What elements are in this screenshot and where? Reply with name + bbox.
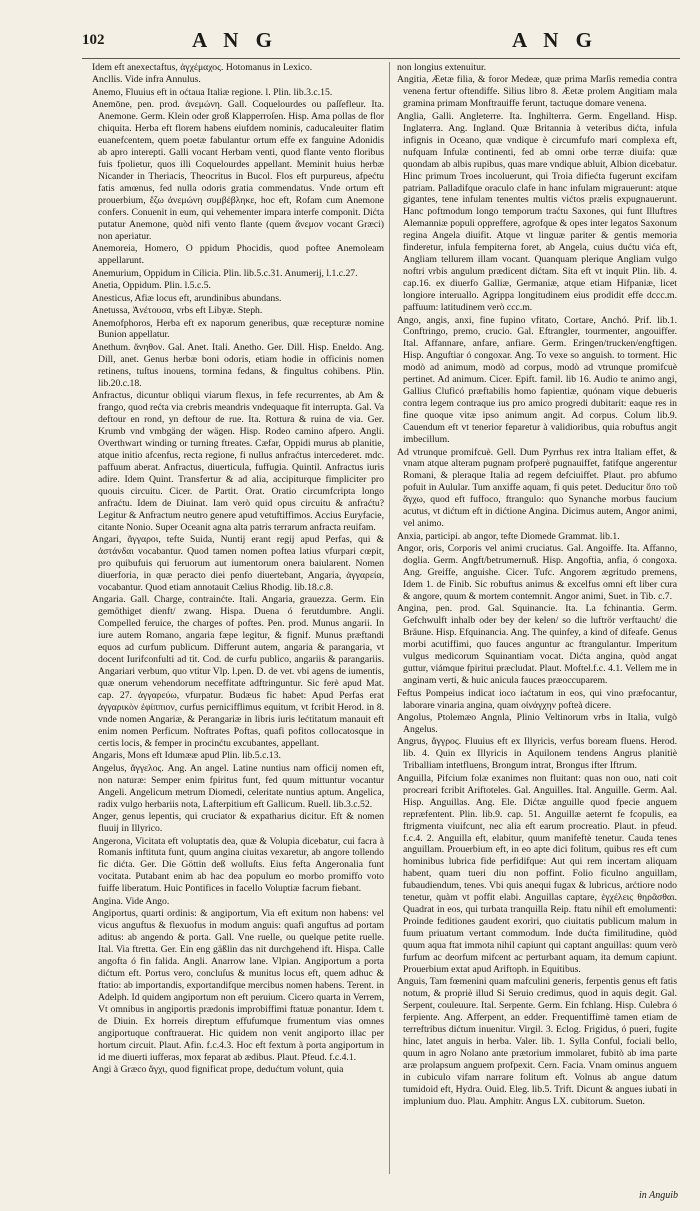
dictionary-entry: Idem eft anexectaftus, ἀγχέμαχος. Hotomanus in Lexico. <box>92 62 313 73</box>
dictionary-entry: Anguilla, Pifcium folæ exanimes non fluitant: quas non ouo, nati coit procreari fcribit Ariftoteles. Gal. Anguilles. Ital. Anguille. Germ. Aal. Hisp. Anguillas. Ang. Ele. Dićtæ anguille quod fpecie anguem repræfentent. Plin. lib.9. cap. 51. Anguillæ aeternt fe fcopulis, ea ftrigmenta viuifcunt, nec alia eft earum procreatio. Plaut. in pfeud. f.c.4. 2. Anguilla eft, elabitur, quum manifeftè tenetur. Cauda tenes anguillam. Prouerbium eft, in eo apte dici folitum, quibus res eft cum hominibus lubrica fide perfidifque: Aut qui rem incertam aliquam habent, quam tueri diu non poffint. Folio ficulno anguillam, fubaudiendum, tenes. Vbi quis anequi fugax & lubricus, arćtiore nodo tenetur, quàm vt poffit elabi. Anguillas captare, ἐγχέλεις θηρᾶσθαι. Quadrat in eos, qui turbata tranquilla Reip. ftatu nihil eft emolumenti: Proinde feditiones gaudent exoriri, quo ciuitatis publicum malum in fuum priuatum vertant commodum. Inde dućta fimilitudine, quòd quum aqua ftat immota nihil capiunt qui captant anguillas: quum verò furfum ac deorfum mifcent ac perturbant aquam, ita demum capiunt. Prouerbium extat apud Ariftoph. in Equitibus. <box>397 772 677 975</box>
dictionary-entry: Angor, oris, Corporis vel animi cruciatus. Gal. Angoiffe. Ita. Affanno, doglia. Germ. Angft/betrumernuß. Hisp. Angoftia, anfia, ó congoxa. Ang. Greiffe, anguishe. Cicer. Tufc. Angorem ægritudo premens, Idem 1. de Finib. Sic robuftus animus & excelfus omni eft liber cura & angore, quum & mortem contemnit. Angor animi, Suet. in Tib. c.7. <box>397 543 677 602</box>
dictionary-entry: Angina, pen. prod. Gal. Squinancie. Ita. La fchinantia. Germ. Gefchwulft inhalb oder bey der kelen/ so die luftrör verftaucht/ die Bräune. Hisp. Efquinancia. Ang. The quinfey, a kind of difeafe. Genus morbi acutiffimi, quo fauces anguntur ac ftrangulantur. Imperitum vulgus medicorum Squinantiam vocat. Dićta angina, quòd angat guttur, viámque fpiritui præcludat. Plaut. Moftel.f.c. 4.1. Vellem me in anginam verti, & huic anicula fauces præoccuparem. <box>397 603 677 687</box>
dictionary-entry: Angi à Græco ἄγχι, quod fignificat prope, dedućtum volunt, quia <box>92 1064 344 1076</box>
running-head-right: A N G <box>511 28 598 52</box>
dictionary-entry: Feftus Pompeius indicat ioco iaćtatum in eos, qui vino præfocantur, laborare vinaria angina, quam οἰνάγχην pofteà dicere. <box>397 687 677 711</box>
dictionary-entry: Angitia, Æetæ filia, & foror Medeæ, quæ prima Marſis remedia contra venena fertur oftendiffe. Silius libro 8. Æetæ prolem Angitiam mala gramina primam Monftrauiffe ferunt, tactuque domare venena. <box>397 74 677 110</box>
dictionary-entry: Anemōne, pen. prod. ἀνεμώνη. Gall. Coquelourdes ou paſſefleur. Ita. Anemone. Germ. Klein oder groß Klapperroſen. Hisp. Ama pollas de flor chiquita. Herba eft florem habens eiufdem nominis, caducaleuiter flatim euanefcentem, quem poetæ fabulantur ortum effe ex fanguine Adonidis ab apro interepti. Galli vocant Herbam venti, quod flante vento floribus fuis fpolietur, quos illi Coquelourdes appellant. Meminit huius herbæ Nicander in Theriacis, Theocritus in Bucol. Flos eft purpureus, afpećtu fatis amœnus, fed nulla odoris gratia commendatus. Vnde ortum eft prouerbium, ἔζω ἀνεμώνη συμβέβληκε, hoc eft, Rofam cum Anemone confers. Conuenit in eum, qui vehementer impara interfe componit. Dićta putatur Anemone, quòd nifi vento flante (quem ἄνεμον vocant Græci) non aperiatur. <box>92 99 384 242</box>
dictionary-entry: Anetia, Oppidum. Plin. l.5.c.5. <box>92 280 211 292</box>
running-head-left: A N G <box>192 28 279 52</box>
catchword: in Anguib <box>639 1190 678 1201</box>
dictionary-entry: Anesticus, Afiæ locus eft, arundinibus abundans. <box>92 292 282 304</box>
dictionary-entry: Anglia, Galli. Angleterre. Ita. Inghilterra. Germ. Engelland. Hisp. Inglaterra. Ang. Ingland. Quæ Britannia à veteribus dićta, infula infignis in Oceano, quæ vndique è circumfufo mari complexa eft, nufquam Infulæ continenti, fed ab omni orbe terræ diuifa: quæ quondam ab albis rupibus, quas mare vndique abluit, Albion dicebatur. Hinc primum Troes incoluerunt, qui Troia difiećta fugerunt excifam patriam. Palladifque oraculo clafe in hanc infulam migrauerunt: atque gigantes, tene infulam tenentes multis vićtos prælis expugnauerunt. Hanc poftmodum longo temporum traćtu Saxones, qui funt Illuftres Alemanniæ populi oppreffere, agrofque & opes inter legatos Saxonum regina Angela diuifit. Atque vt linguæ pariter & gentis memoria finderetur, infula fempiterna foret, ab Angela, cuius dućtu vića eft, Angliam tellurem illam vocant. Quanquam plerique Angliam vulgo noftri vrbis angulum prædicent dićtam. Sita eft vt inquit Plin. lib. 4. cap.16. ex diuerfo Galliæ, Germaniæ, atque etiam Hifpaniæ, licet longiore interuallo. Agrippa longitudinem eius prodidit effe dccc.m. paffuum: latitudinem verò ccc.m. <box>397 110 677 314</box>
dictionary-entry: Angari, ἄγγαροι, tefte Suida, Nuntij erant regij apud Perfas, qui & ἀστάνδαι vocabantur. Quod tamen nomen poftea latius vfurpari cœpit, pro quibufuis qui feruorum aut iumentorum onera baiularent. Nomen diuerforia, in quæ peracto diei penfo diuertebant, Angaria, ἀγγαρεία, vocabantur. Quod etiam annotauit Cælius Rhodig. lib.18.c.8. <box>92 534 384 593</box>
dictionary-entry: Anxia, participi. ab angor, tefte Diomede Grammat. lib.1. <box>397 530 620 542</box>
dictionary-entry: Angelus, ἄγγελος. Ang. An angel. Latine nuntius nam officij nomen eft, non naturæ: Semper enim fpiritus funt, fed quum mittuntur vocantur Angeli. Angelicum metrum Diomedi, celeritate nuntius aptum. Angelica, radix vulgo herbariis nota, Lafterpitium eft Gallicum. Ruell. lib.3.c.52. <box>92 762 384 810</box>
left-column <box>92 62 384 1182</box>
dictionary-entry: Angina. Vide Ango. <box>92 895 170 907</box>
header-rule <box>82 58 680 59</box>
dictionary-entry: Ancllis. Vide infra Annulus. <box>92 74 201 86</box>
column-divider <box>389 62 390 1174</box>
dictionary-entry: Angaria. Gall. Charge, contrainćte. Itali. Angaria, grauezza. Germ. Ein gemöthiget dienft/ zwang. Hispa. Duena ó ferutdumbre. Angli. Compelled feruice, the charges of poftes. Pen. prod. Munus angarii. In iure autem Romano, angaria fæpe legitur, & fignif. Munus præftandi equos ad curfum publicum. Differunt autem, angaria & parangaria, vt docent Iurifconfulti ad tit. Cod. de curfu publico, angariis & parangariis. Angariari verbum, quo vtitur Vlp. l.pen. D. de vet. vbi agens de iumentis, quæ onerum vehendorum neceffitate adftringuntur. Sic ferè apud Mat. cap. 27. ἀγγαρεύω, vfurpatur. Budæus fic habet: Apud Perfas erat ἀγγαρικὸν ἐφίππιον, curfus pernicifflimus equitum, vt fcribit Herod. in 8. vnde nomen Angariæ, & Perangariæ in libris iuris lećtitatum manauit eft enim nomen Perficum. Noftrates Poftas, quafi pofitos collocatosque in certis locis, & femper in procinćtu excubantes, appellant. <box>92 594 384 749</box>
dictionary-entry: Anfractus, dicuntur obliqui viarum flexus, in fefe recurrentes, ab Am & frango, quod rećta via crebris meandris vndequaque fit interrupta. Gal. Va deftour en rond, yn deftour de rue. Ita. Rottura & ruina de via. Ger. Krumb vnd vmbgäng der wägen. Hisp. Rodeo camino afpero. Angli. Overthwart winding or turning ftreates. Cæfar, Oppidi murus ab planitie, atque initio afcenfus, recta regione, fi nullus anfraćtus intercederet. mdc. paffuum aberat. Anfractus, diuerticula, fuffugia. Quintil. Anfractus iuris adire. Idem Quint. Transfertur & ad alia, accipiturque fimpliciter pro quouis circuitu. Cicer. de Partit. Orat. Oratio circumfcripta longo anfraćtu. Idem de Diuinat. Iam verò quid opus circuitu & anfraćtu? Legitur & Anfractum neutro genere apud vetuftiffimos. Accius Euryfacie, citante Nonio. Super Oceanit agna alta patris terrarum anfracta reuifam. <box>92 390 384 533</box>
dictionary-entry: Anetussa, Ἀνέτουσα, vrbs eft Libyæ. Steph. <box>92 305 263 317</box>
dictionary-entry: Ango, angis, anxi, fine fupino vfitato, Cortare, Anchó. Prif. lib.1. Conftringo, premo, crucio. Gal. Eftrangler, tourmenter, angouiffer. Ital. Affannare, anfare, anfiare. Germ. Eringen/trucken/engftigen. Hisp. Anguftiar ó congoxar. Ang. To vexe so anguish. to torment. Hic modò ad animum, modò ad corpus, modò ad vtrunque promifcuè pertinet. Ad animum. Cicer. Epift. famil. lib 16. Audio te animo angi, Gallius Cluficó præftabilis homo fapientiæ, quónam vique debueris contra legem contraque ius pro amico progredi dubitarit: eaque res in fine quoque vitæ ipso animum angit. Ad corpus. Colum lib.9. Cauendum eft vt tenerior feparetur à validioribus, quia robuftus angit imbecillum. <box>397 314 677 446</box>
dictionary-entry: Anemoreia, Homero, O ppidum Phocidis, quod poftee Anemoleam appellarunt. <box>92 243 384 267</box>
dictionary-entry: Anemofphoros, Herba eft ex naporum generibus, quæ recepturæ nomine Bunion appellatur. <box>92 317 384 341</box>
page-header <box>82 28 678 56</box>
dictionary-entry: Anguis, Tam fœmenini quam mafculini generis, ferpentis genus eft fatis notum, & propriè illud Si Seruio credimus, quod in aquis degit. Gal. Serpent, couleuure. Ital. Serpente. Germ. Ein fchlang. Hisp. Culebra ó ferpiente. Ang. Afferpent, an edder. Frequentiffimè tamen etiam de terreftribus dićtum inuenitur. Virgil. 3. Eclog. Frigidus, ó pueri, fugite hinc, latet anguis in herba. Valer. lib. 1. Sylla Conful, fociali bello, quum in agro Nolano ante prætorium immolaret, fubitò ab ima parte aræ prolapsum anguem profpexit. Cern. Facia. Vnam ominus anguem in cubiculo vifam narrare folitum eft. Volnus ab angue datum tumidoid eft, Hydra. Ouid. Eleg. lib.5. Trift. Dicunt & angues iubati in implunium duo. Plau. Amphitr. Angus LX. cubitorum. Sueton. <box>397 976 677 1107</box>
dictionary-entry: Anemo, Fluuius eft in oćtaua Italiæ regione. l. Plin. lib.3.c.15. <box>92 86 333 98</box>
page-number: 102 <box>82 32 105 48</box>
dictionary-entry: Angerona, Vicitata eft voluptatis dea, quæ & Volupia dicebatur, cui facra à Romanis inftituta funt, quum angina ciuitas vexaretur, ab angore tollendo fic dićta. Ger. Die Göttin deß wolluſts. Eius fefta Angeronalia funt vocitata. Putabant enim ab hac dea populum eo morbo promiffo voto fuiffe liberatum. Huic Pontifices in facello Voluptiæ facrum fiebant. <box>92 835 384 895</box>
dictionary-entry: Anger, genus lepentis, qui cruciator & expatharius dicitur. Eft & nomen fluuij in Illyrico. <box>92 811 384 835</box>
dictionary-entry: Anethum. ἄνηθον. Gal. Anet. Itali. Anetho. Ger. Dill. Hisp. Eneldo. Ang. Dill, anet. Genus herbæ boni odoris, etiam hodie in officinis nomen retinens, tuſtus inouens, tormina fedans, & fingultus cohibens. Plin. lib.20.c.18. <box>92 341 384 389</box>
dictionary-entry: Ad vtrunque promifcuè. Gell. Dum Pyrrhus rex intra Italiam effet, & vnam atque alteram pugnam profperè pugnauiffet, fatifque angerentur Romani, & pleraque Italia ad regem defciuiffet. Plaut. pro abfumo pofuit in Aulular. Tum anxiffe aquam, fi quis petet. Deducitur ὅπο τοῦ ἄγχω, quod eft fuffoco, ftrangulo: quo Synanche morbus faucium acutus, vt dićtum eft in dićtione Angina. Dicimus autem, Angor animi, vel animo. <box>397 446 677 530</box>
dictionary-entry: Angiportus, quarti ordinis: & angiportum, Via eft exitum non habens: vel vicus anguftus & flexuofus in modum anguis: quafi anguftus ad portam aditus: ab angendo & porta. Gall. Vne ruelle, ou quelque petite ruelle. Ital. Via ftretta. Ger. Ein eng gäßlin das nit durchgehend ift. Hispa. Calle angofta ó fin falida. Angli. Anarrow lane. Vlpian. Angiportum a porta dićtum eft. Portus vero, concluſus & munitus locus eft, quem adhuc & ftatio: ab importandis, exportandifque mercibus nomen habens. Terent. in Adelph. Id quidem angiportum non eft peruium. Cicero quarta in Verrem, Vt omnibus in angiportis prædonis improbiffimi ftatuæ ponantur. Idem t. de Diuin. Ex horreis direptum effufumque frumentum vias omnes angiportuque conftrauerat. Hic quidem non venit angiporto illac per hortum circuit. Plaut. Afin. f.c.4.3. Hoc eft fextum à porta angiportum in id me diuerti iufferas, mox feparat ab ædibus. Plaut. Pfeud. f.c.4.1. <box>92 908 384 1063</box>
right-column <box>397 62 677 1182</box>
dictionary-entry: Angrus, ἄγγρος. Fluuius eft ex Illyricis, verfus boream fluens. Herod. lib. 4. Quin ex Illyricis in Aquilonem tendens Angrus planitiè Triballiam intetfluens, Brongum intrat, Brongus ifter Iftrum. <box>397 736 677 772</box>
dictionary-entry: Anemurium, Oppidum in Cilicia. Plin. lib.5.c.31. Anumerij, l.1.c.27. <box>92 267 358 279</box>
dictionary-entry: non longius extenuitur. <box>397 62 487 73</box>
dictionary-entry: Angaris, Mons eft Idumææ apud Plin. lib.5.c.13. <box>92 750 281 762</box>
dictionary-entry: Angolus, Ptolemæo Angnla, Plinio Veltinorum vrbs in Italia, vulgò Angelus. <box>397 711 677 735</box>
